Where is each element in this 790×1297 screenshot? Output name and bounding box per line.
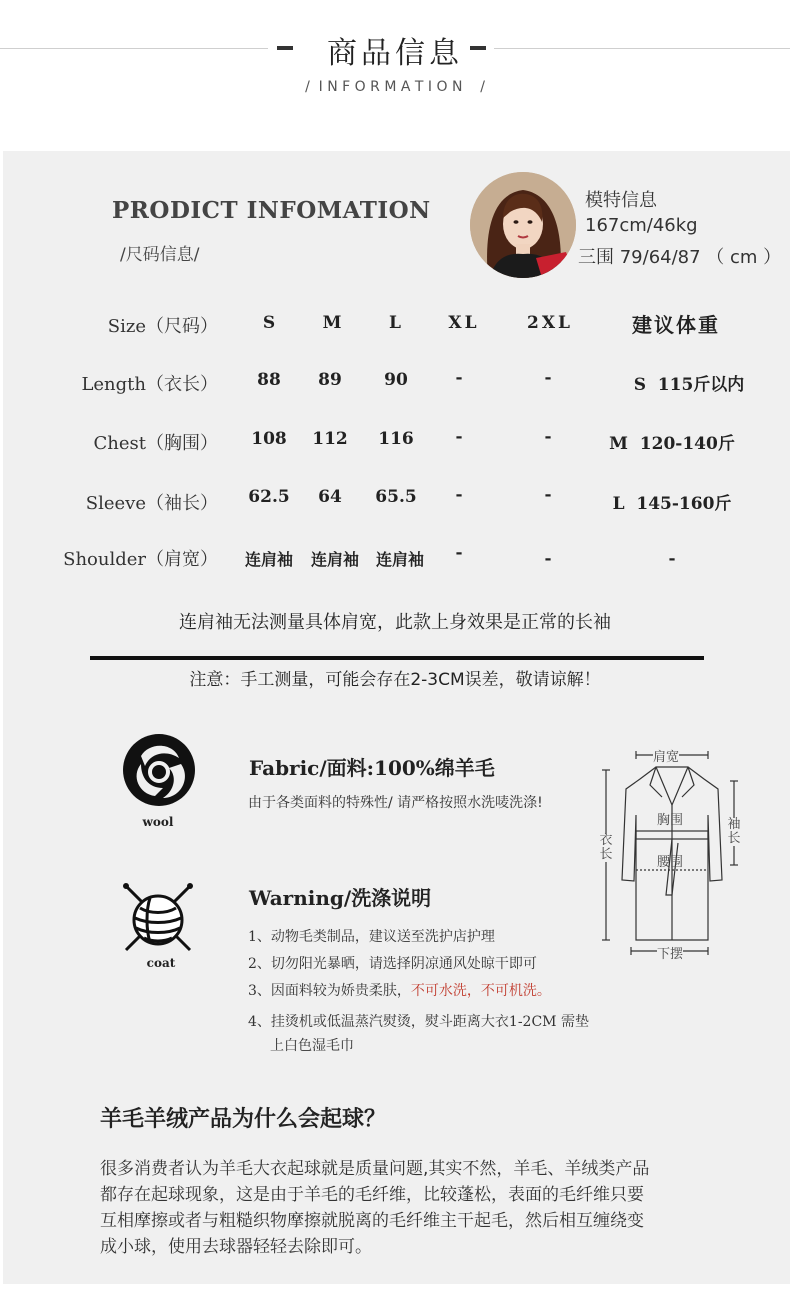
wool-caption: wool: [142, 815, 174, 829]
divider-rule: [90, 656, 704, 660]
wool-icon: [119, 730, 199, 810]
chest-l: 116: [378, 429, 414, 449]
length-m: 89: [318, 370, 342, 390]
size-header-s: S: [262, 313, 276, 333]
warning-item-3: [248, 980, 551, 1000]
shoulder-m: 连肩袖: [310, 550, 360, 569]
model-label: 模特信息: [585, 190, 657, 211]
warning-item-3-red: 不可水洗，不可机洗。: [410, 983, 551, 999]
row-label-sleeve: Sleeve（袖长）: [85, 493, 218, 514]
diagram-shoulder-label: 肩宽: [653, 746, 679, 765]
diagram-chest-label: 胸围: [657, 813, 684, 828]
faq-body: [100, 1156, 730, 1260]
yarn-icon: [120, 882, 196, 954]
length-l: 90: [384, 370, 408, 390]
weight-s: S 115斤以内: [633, 375, 745, 395]
diagram-waist-label: 腰围: [657, 855, 684, 870]
faq-line: 都存在起球现象，这是由于羊毛的毛纤维，比较蓬松，表面的毛纤维只要: [100, 1185, 644, 1205]
chest-s: 108: [251, 429, 287, 449]
shoulder-s: 连肩袖: [244, 550, 294, 569]
warning-item-2: 2、切勿阳光暴晒，请选择阴凉通风处晾干即可: [248, 956, 537, 972]
sleeve-xl: -: [455, 485, 463, 505]
size-header-xl: XL: [448, 313, 480, 333]
weight-l: L 145-160斤: [612, 494, 732, 514]
row-label-chest: Chest（胸围）: [93, 433, 218, 454]
shoulder-2xl: -: [544, 549, 552, 569]
page-subtitle: / I N F O R M A T I O N /: [305, 79, 485, 95]
diagram-length-label: 衣长: [599, 833, 613, 862]
warning-item-1: 1、动物毛类制品，建议送至洗护店护理: [248, 929, 495, 945]
length-xl: -: [455, 368, 463, 388]
row-label-length: Length（衣长）: [81, 374, 218, 395]
weight-m: M 120-140斤: [609, 434, 735, 454]
chest-xl: -: [455, 427, 463, 447]
size-header-label: Size（尺码）: [107, 316, 218, 337]
product-info-title: PRODICT INFOMATION: [112, 197, 431, 224]
warning-title: Warning/洗涤说明: [249, 886, 432, 910]
diagram-sleeve-label: 袖长: [727, 817, 741, 846]
coat-caption: coat: [146, 956, 176, 970]
weight-shoulder: -: [668, 549, 676, 569]
shoulder-l: 连肩袖: [375, 550, 425, 569]
sleeve-m: 64: [318, 487, 342, 507]
sleeve-note: 连肩袖无法测量具体肩宽，此款上身效果是正常的长袖: [179, 612, 611, 633]
size-header-m: M: [322, 313, 342, 333]
model-measurements: 三围 79/64/87 （ cm ）: [578, 247, 782, 268]
weight-header: 建议体重: [632, 313, 720, 337]
page-title: 商品信息: [327, 36, 463, 71]
fabric-description: 由于各类面料的特殊性/ 请严格按照水洗唛洗涤!: [248, 795, 543, 811]
chest-2xl: -: [544, 427, 552, 447]
shoulder-xl: -: [455, 543, 463, 563]
faq-line: 成小球，使用去球器轻轻去除即可。: [100, 1237, 372, 1257]
sleeve-s: 62.5: [248, 487, 290, 507]
warning-item-3-text: 3、因面料较为娇贵柔肤，: [248, 983, 411, 999]
sleeve-2xl: -: [544, 485, 552, 505]
length-2xl: -: [544, 368, 552, 388]
measure-note: 注意：手工测量，可能会存在2-3CM误差，敬请谅解！: [189, 670, 601, 690]
warning-item-4: 4、挂烫机或低温蒸汽熨烫，熨斗距离大衣1-2CM 需垫: [248, 1014, 589, 1030]
sleeve-l: 65.5: [375, 487, 417, 507]
diagram-hem-label: 下摆: [657, 943, 683, 962]
faq-line: 互相摩擦或者与粗糙织物摩擦就脱离的毛纤维主干起毛，然后相互缠绕变: [100, 1211, 644, 1231]
length-s: 88: [257, 370, 281, 390]
size-header-2xl: 2XL: [527, 313, 573, 333]
warning-item-4-cont: 上白色湿毛巾: [270, 1038, 354, 1054]
faq-line: 很多消费者认为羊毛大衣起球就是质量问题,其实不然，羊毛、羊绒类产品: [100, 1159, 650, 1179]
product-info-subtitle: /尺码信息/: [120, 245, 200, 265]
fabric-title: Fabric/面料:100%绵羊毛: [249, 756, 495, 780]
row-label-shoulder: Shoulder（肩宽）: [63, 549, 218, 570]
chest-m: 112: [312, 429, 348, 449]
size-header-l: L: [389, 313, 401, 333]
faq-title: 羊毛羊绒产品为什么会起球？: [100, 1107, 387, 1132]
model-height-weight: 167cm/46kg: [585, 215, 698, 236]
model-avatar: [470, 172, 576, 278]
